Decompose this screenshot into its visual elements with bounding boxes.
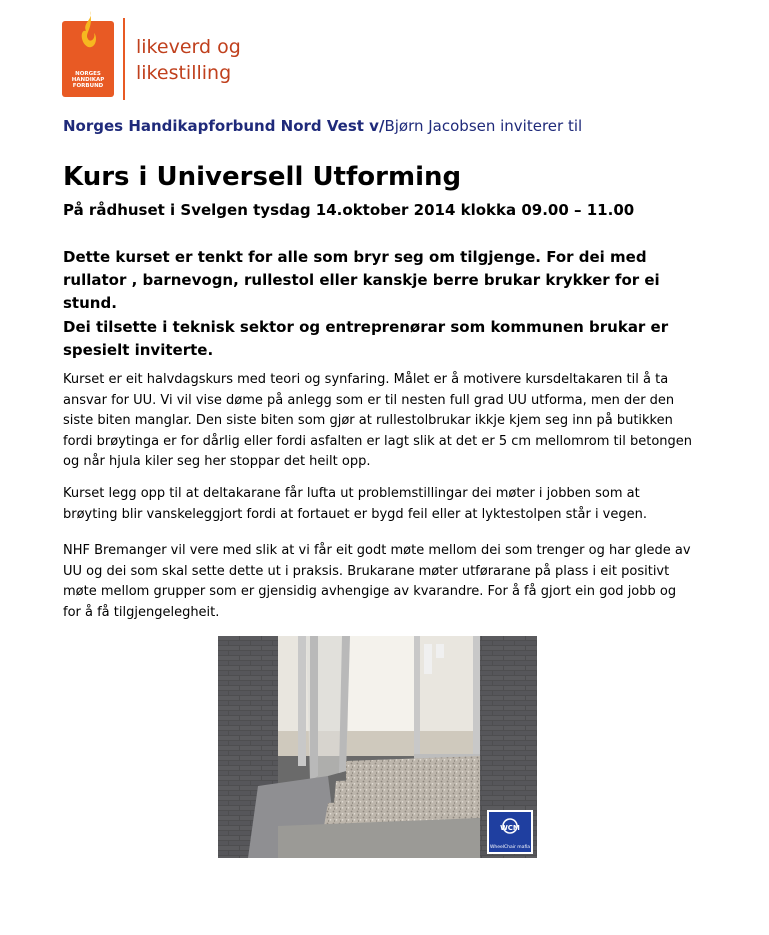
invitation-person: Bjørn Jacobsen inviterer til <box>384 117 583 135</box>
logo-emblem <box>62 21 114 97</box>
body-paragraph: Kurset er eit halvdagskurs med teori og synfaring. Målet er å motivere kursdeltakaren til å ta ansvar for UU. Vi vil vise døme på anlegg som er til nesten full grad UU utforma, men der den siste biten manglar. Den siste biten som gjør at rullestolbrukar ikkje kjem seg inn på butikken fordi brøytinga er for dårlig eller fordi asfalten er lagt slik at det er 5 cm mellomrom til betongen og når hjula kiler seg her stoppar det heilt opp. <box>63 372 693 469</box>
organization-logo <box>62 4 252 98</box>
entrance-photo <box>218 636 537 858</box>
invited-paragraph: Dei tilsette i teknisk sektor og entreprenørar som kommunen brukar er spesielt inviterte. <box>63 318 669 359</box>
lead-paragraph: Dette kurset er tenkt for alle som bryr seg om tilgjenge. For dei med rullator , barnevogn, rullestol eller kanskje berre brukar krykker for ei stund. <box>63 248 660 312</box>
invitation-line <box>63 117 582 135</box>
body-paragraph: Kurset legg opp til at deltakarane får lufta ut problemstillingar dei møter i jobben som at brøyting blir vanskeleggjort fordi at fortauet er bygd feil eller at lyktestolpen står i vegen. <box>63 486 647 522</box>
logo-org-name: NORGES HANDIKAP FORBUND <box>71 71 105 89</box>
course-title: Kurs i Universell Utforming <box>63 162 462 192</box>
badge-caption: WheelChair mafia <box>489 845 531 850</box>
course-subtitle: På rådhuset i Svelgen tysdag 14.oktober 2014 klokka 09.00 – 11.00 <box>63 201 635 219</box>
invitation-org: Norges Handikapforbund Nord Vest v/ <box>63 117 385 135</box>
logo-divider <box>123 18 125 100</box>
body-paragraph: NHF Bremanger vil vere med slik at vi får eit godt møte mellom dei som trenger og har glede av UU og dei som skal sette dette ut i praksis. Brukarane møter utførarane på plass i eit positivt møte mellom grupper som er gjensidig avhengige av kvarandre. For å få gjort ein god jobb og for å få tilgjengelegheit. <box>63 543 691 620</box>
badge-logo-text: WCM <box>500 824 520 832</box>
flame-icon <box>76 9 100 57</box>
logo-tagline: likeverd og likestilling <box>136 36 241 84</box>
